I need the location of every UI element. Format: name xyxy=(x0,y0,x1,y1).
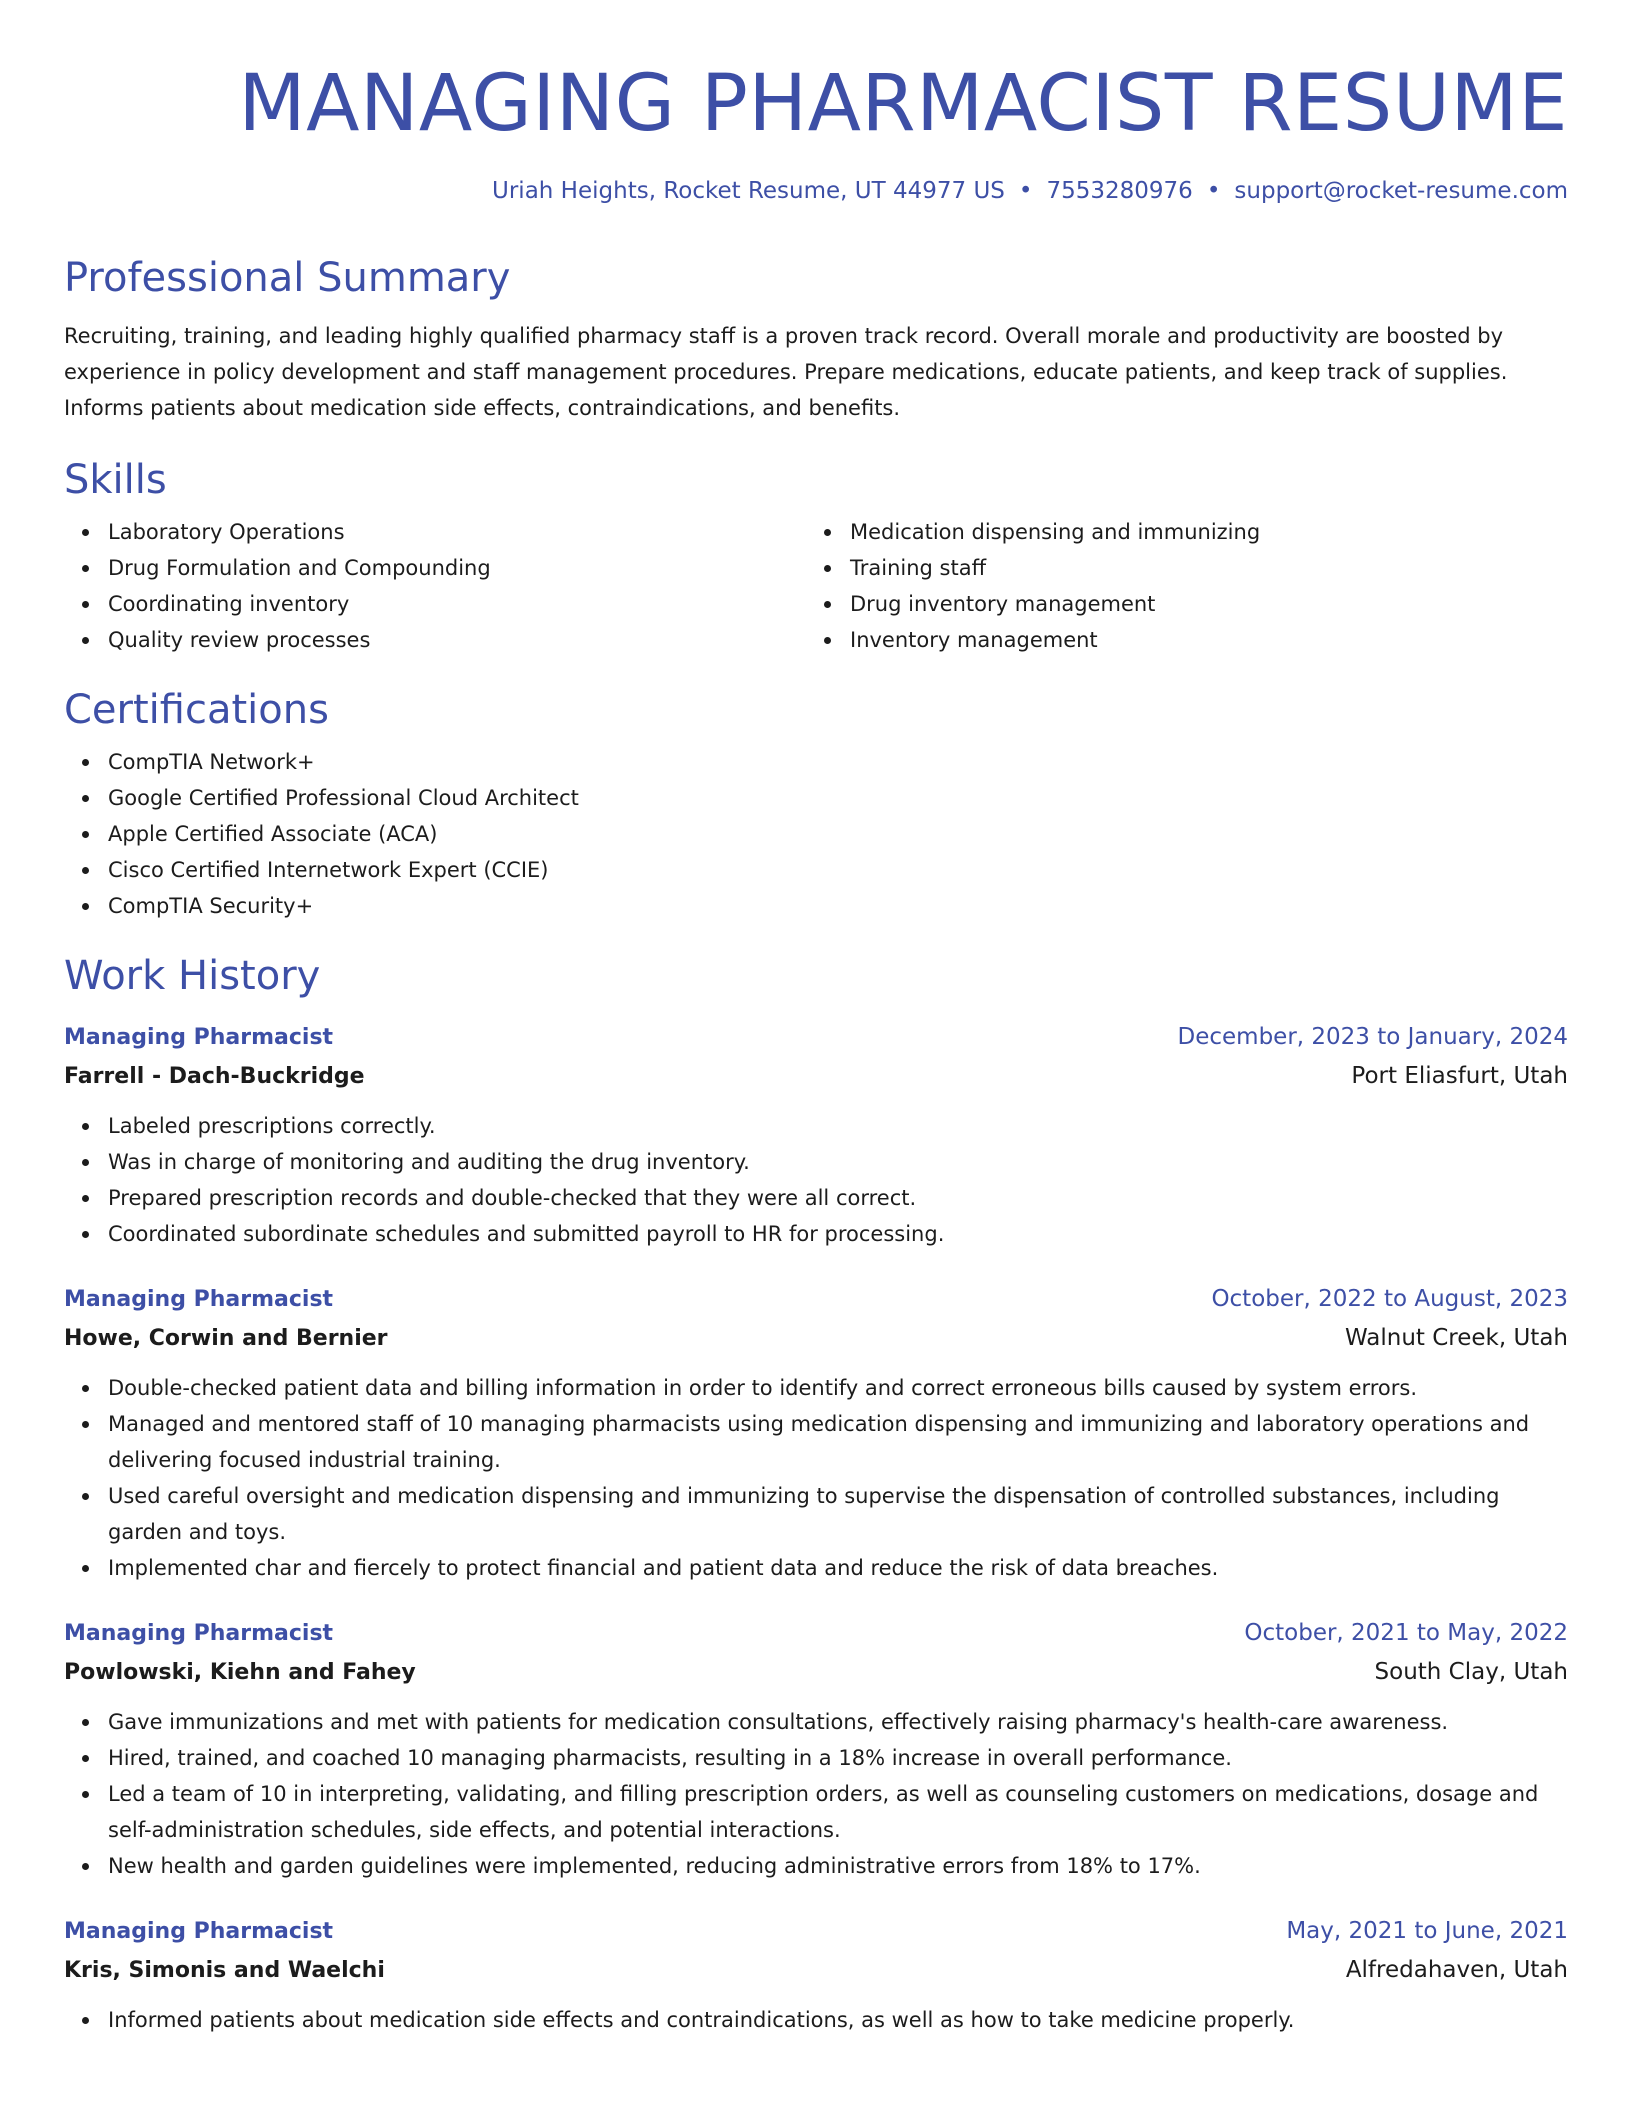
skills-list xyxy=(64,514,806,658)
contact-info xyxy=(64,176,1568,206)
certification-item: Cisco Certified Internetwork Expert (CCIE) xyxy=(108,852,1568,888)
job-duty-item: Informed patients about medication side effects and contraindications, as well as how to take medicine properly. xyxy=(108,2002,1568,2038)
job-title-row xyxy=(64,1614,1568,1653)
contact-phone: 7553280976 xyxy=(1046,178,1193,204)
job-company: Powlowski, Kiehn and Fahey xyxy=(64,1660,416,1685)
job-dates: May, 2021 to June, 2021 xyxy=(1286,1918,1568,1944)
job-dates: October, 2021 to May, 2022 xyxy=(1244,1620,1568,1646)
job-title: Managing Pharmacist xyxy=(64,1025,334,1050)
job-duty-item: Used careful oversight and medication dispensing and immunizing to supervise the dispensation of controlled substances, including garden and toys. xyxy=(108,1478,1568,1550)
skill-item: Drug Formulation and Compounding xyxy=(108,550,806,586)
job-location: Walnut Creek, Utah xyxy=(1344,1325,1568,1351)
job-duties-list xyxy=(64,1108,1568,1252)
job-duty-item: Managed and mentored staff of 10 managing pharmacists using medication dispensing and immunizing and laboratory operations and delivering focused industrial training. xyxy=(108,1406,1568,1478)
job-duty-item: Coordinated subordinate schedules and submitted payroll to HR for processing. xyxy=(108,1216,1568,1252)
certification-item: Google Certified Professional Cloud Architect xyxy=(108,780,1568,816)
certification-item: CompTIA Network+ xyxy=(108,744,1568,780)
skill-item: Inventory management xyxy=(850,622,1548,658)
skills-list xyxy=(806,514,1548,658)
skills-column-right xyxy=(806,514,1548,658)
skills-section xyxy=(64,454,1568,658)
job-duty-item: Implemented char and fiercely to protect financial and patient data and reduce the risk of data breaches. xyxy=(108,1550,1568,1586)
job-company-row xyxy=(64,1057,1568,1096)
summary-text: Recruiting, training, and leading highly qualified pharmacy staff is a proven track record. Overall morale and productivity are boosted by experience in policy development and staff management procedures. Prepare medications, educate patients, and keep track of supplies. Informs patients about medication side effects, contraindications, and benefits. xyxy=(64,324,1508,420)
certification-item: Apple Certified Associate (ACA) xyxy=(108,816,1568,852)
skill-item: Quality review processes xyxy=(108,622,806,658)
section-heading: Certifications xyxy=(64,687,329,733)
skill-item: Coordinating inventory xyxy=(108,586,806,622)
job-duty-item: Led a team of 10 in interpreting, validating, and filling prescription orders, as well as counseling customers on medications, dosage and self-administration schedules, side effects, and potential interactions. xyxy=(108,1776,1568,1848)
professional-summary-section xyxy=(64,252,1568,426)
job-company-row xyxy=(64,1951,1568,1990)
job-title: Managing Pharmacist xyxy=(64,1919,334,1944)
job-title-row xyxy=(64,1018,1568,1057)
certifications-section xyxy=(64,684,1568,924)
job-dates: December, 2023 to January, 2024 xyxy=(1177,1024,1568,1050)
job-dates: October, 2022 to August, 2023 xyxy=(1211,1286,1568,1312)
job-title: Managing Pharmacist xyxy=(64,1287,334,1312)
job-duty-item: Prepared prescription records and double-checked that they were all correct. xyxy=(108,1180,1568,1216)
section-heading: Work History xyxy=(64,953,321,999)
job-duty-item: Hired, trained, and coached 10 managing pharmacists, resulting in a 18% increase in overall performance. xyxy=(108,1740,1568,1776)
job-entry xyxy=(64,1280,1568,1586)
contact-email[interactable]: support@rocket-resume.com xyxy=(1234,178,1568,204)
certification-item: CompTIA Security+ xyxy=(108,888,1568,924)
job-entry xyxy=(64,1614,1568,1884)
job-duties-list xyxy=(64,1370,1568,1586)
work-history-section xyxy=(64,950,1568,2038)
job-duty-item: Double-checked patient data and billing information in order to identify and correct erroneous bills caused by system errors. xyxy=(108,1370,1568,1406)
skills-column-left xyxy=(64,514,806,658)
job-entry xyxy=(64,1912,1568,2038)
contact-address: Uriah Heights, Rocket Resume, UT 44977 US xyxy=(492,178,1005,204)
job-duty-item: New health and garden guidelines were implemented, reducing administrative errors from 18% to 17%. xyxy=(108,1848,1568,1884)
job-company: Kris, Simonis and Waelchi xyxy=(64,1958,385,1983)
job-title: Managing Pharmacist xyxy=(64,1621,334,1646)
job-company-row xyxy=(64,1319,1568,1358)
job-location: South Clay, Utah xyxy=(1374,1659,1568,1685)
job-duties-list xyxy=(64,2002,1568,2038)
resume-title: MANAGING PHARMACIST RESUME xyxy=(238,59,1568,149)
job-title-row xyxy=(64,1280,1568,1319)
skill-item: Laboratory Operations xyxy=(108,514,806,550)
job-company: Howe, Corwin and Bernier xyxy=(64,1326,388,1351)
contact-separator: • xyxy=(1018,178,1033,204)
skill-item: Training staff xyxy=(850,550,1548,586)
section-heading: Skills xyxy=(64,457,167,503)
job-location: Port Eliasfurt, Utah xyxy=(1351,1063,1568,1089)
certifications-list xyxy=(64,744,1568,924)
job-duty-item: Labeled prescriptions correctly. xyxy=(108,1108,1568,1144)
section-heading: Professional Summary xyxy=(64,255,511,301)
job-company: Farrell - Dach-Buckridge xyxy=(64,1064,365,1089)
job-duties-list xyxy=(64,1704,1568,1884)
job-company-row xyxy=(64,1653,1568,1692)
skill-item: Drug inventory management xyxy=(850,586,1548,622)
job-duty-item: Was in charge of monitoring and auditing the drug inventory. xyxy=(108,1144,1568,1180)
job-title-row xyxy=(64,1912,1568,1951)
skills-grid xyxy=(64,514,1568,658)
job-duty-item: Gave immunizations and met with patients for medication consultations, effectively raising pharmacy's health-care awareness. xyxy=(108,1704,1568,1740)
job-entry xyxy=(64,1018,1568,1252)
job-location: Alfredahaven, Utah xyxy=(1345,1957,1568,1983)
contact-separator: • xyxy=(1206,178,1221,204)
skill-item: Medication dispensing and immunizing xyxy=(850,514,1548,550)
